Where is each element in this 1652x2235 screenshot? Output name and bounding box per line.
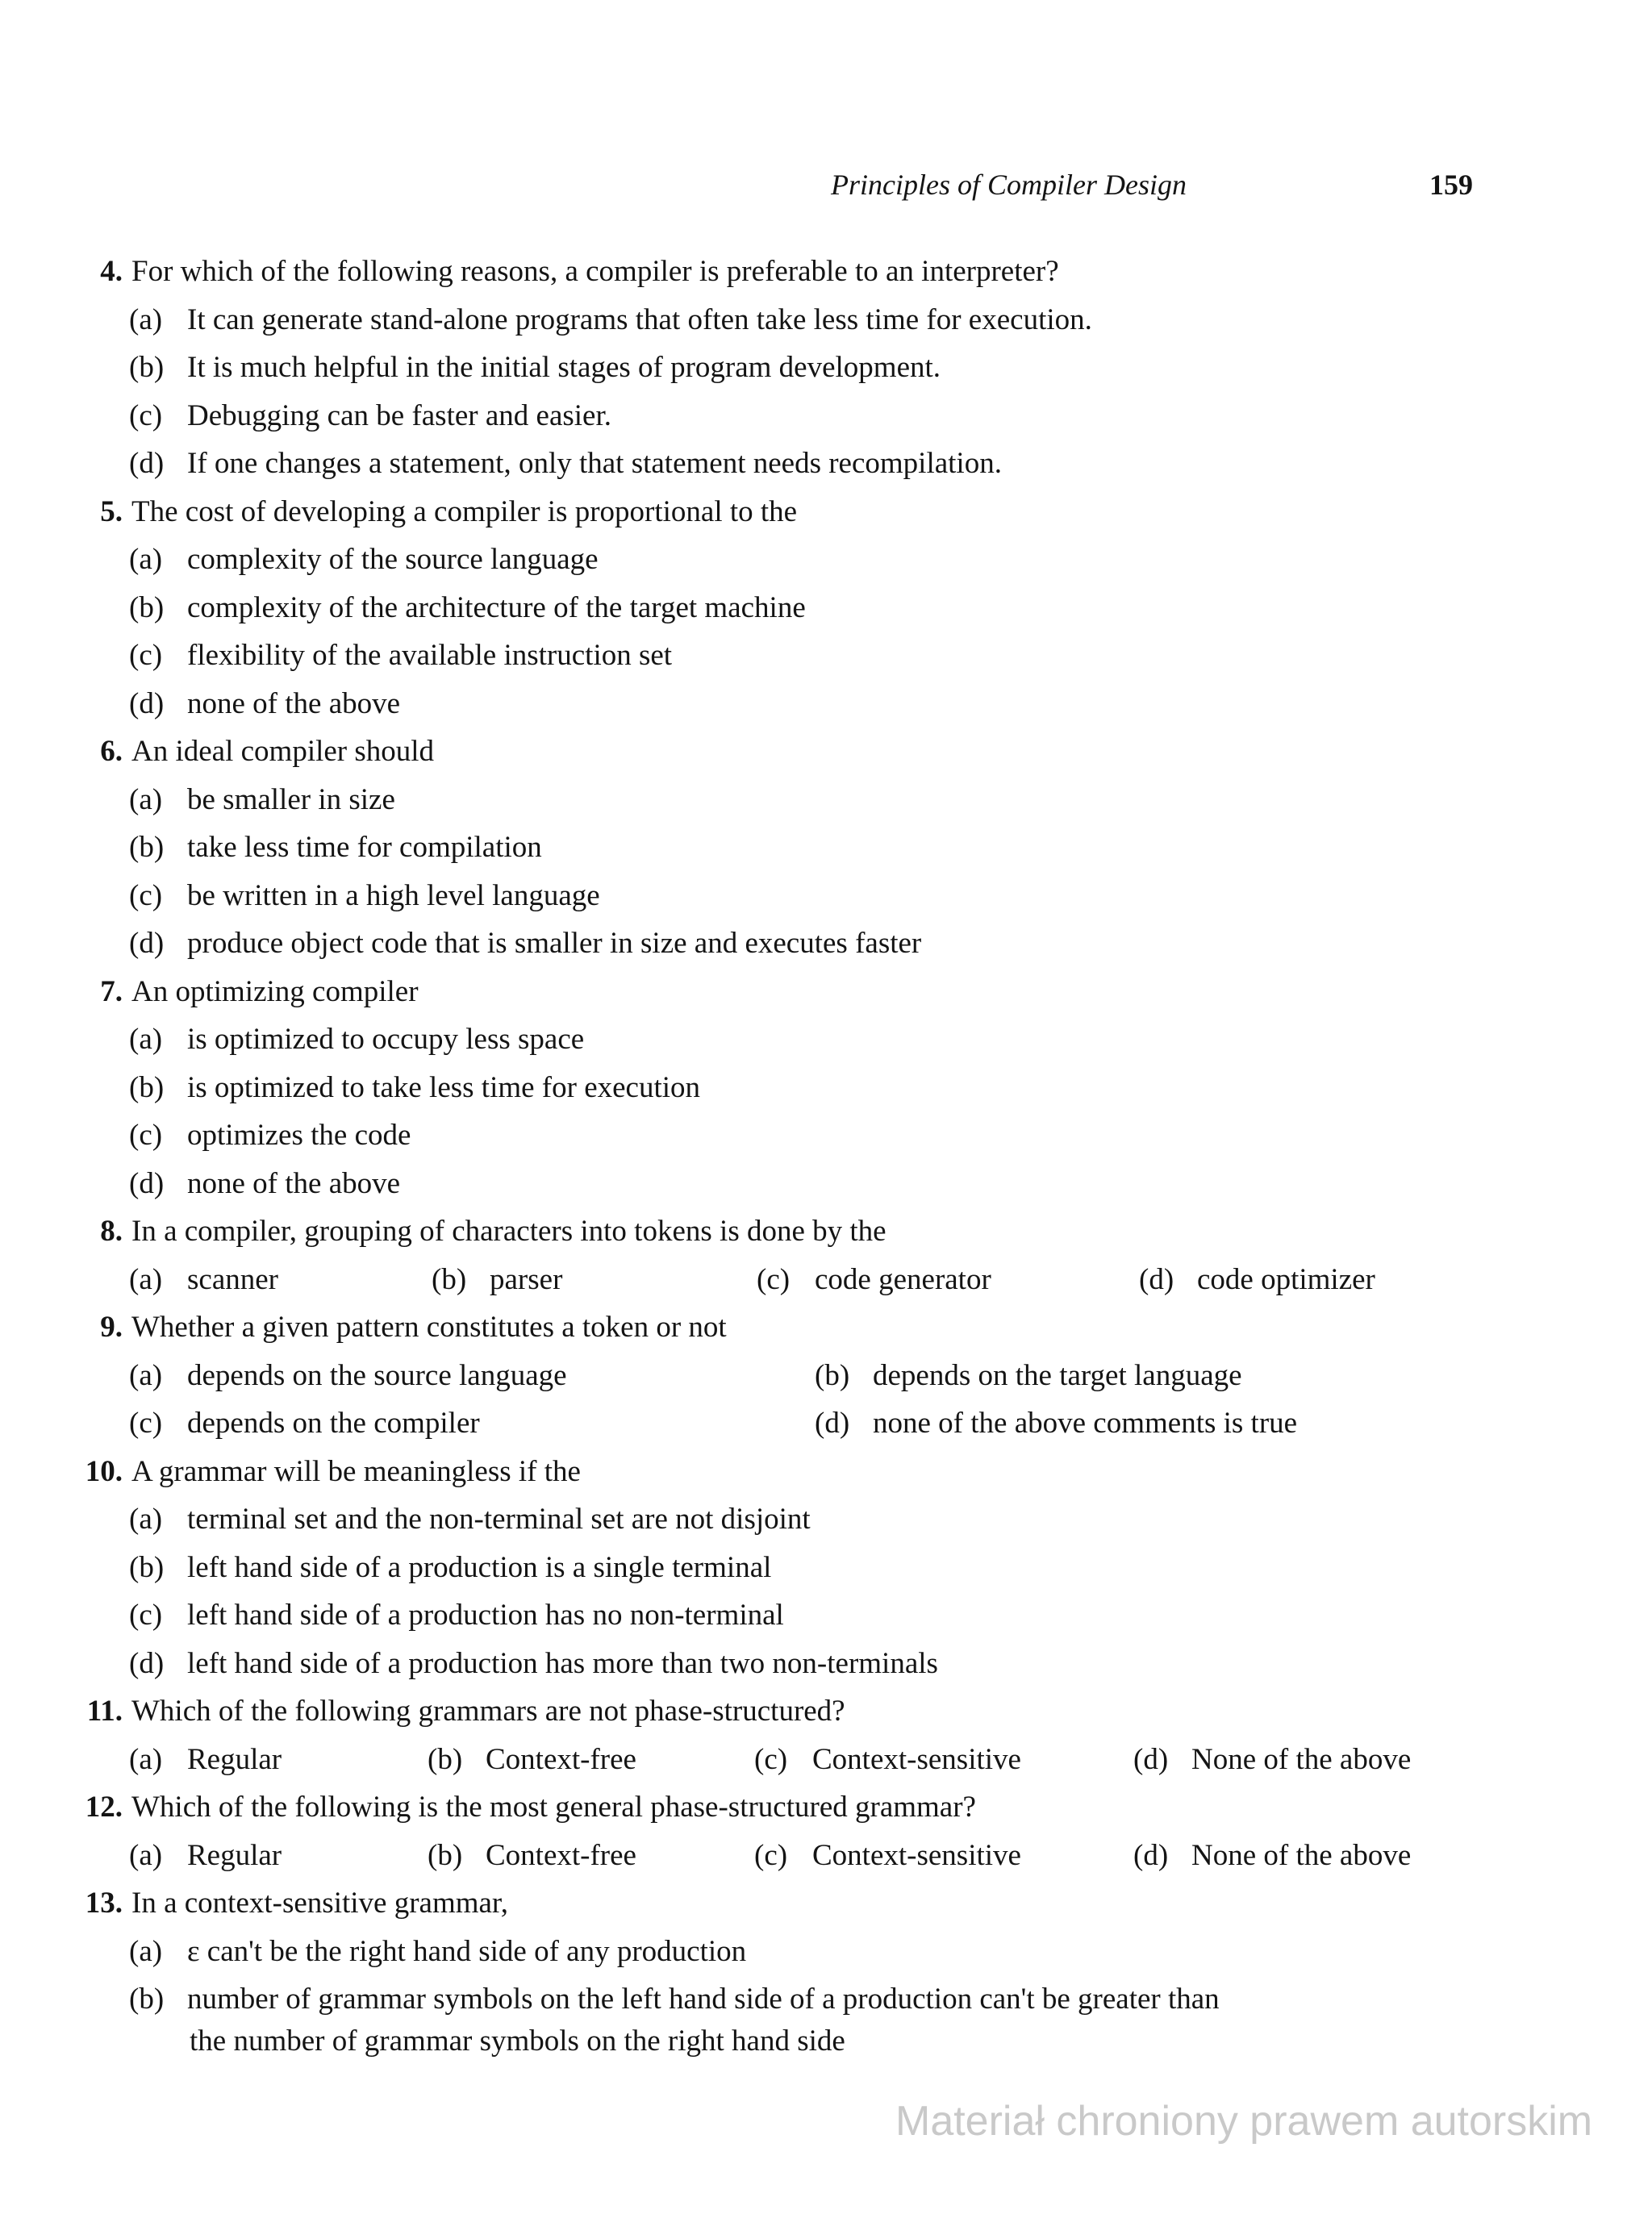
question-4: [0, 248, 1652, 488]
option-d: (d) none of the above: [129, 686, 401, 720]
option-d: (d) produce object code that is smaller in size and executes faster: [129, 927, 922, 960]
question-5: [0, 488, 1652, 728]
question-number: 11.: [86, 1695, 123, 1728]
question-9: [0, 1303, 1652, 1448]
question-stem: The cost of developing a compiler is proportional to the: [131, 494, 798, 528]
question-number: 9.: [100, 1311, 123, 1344]
question-12: [0, 1783, 1652, 1879]
option-a: (a) depends on the source language: [129, 1358, 567, 1392]
option-a: (a) complexity of the source language: [129, 543, 599, 576]
option-d: (d) none of the above comments is true: [815, 1407, 1298, 1440]
book-title: Principles of Compiler Design: [831, 169, 1187, 201]
option-a: (a) be smaller in size: [129, 782, 395, 816]
question-number: 6.: [100, 735, 123, 768]
question-stem: Whether a given pattern constitutes a token or not: [131, 1311, 727, 1344]
option-c: (c) Context-sensitive: [754, 1742, 1021, 1776]
question-7: [0, 968, 1652, 1208]
option-c: (c) optimizes the code: [129, 1119, 411, 1152]
option-a: (a) is optimized to occupy less space: [129, 1023, 585, 1056]
question-13: [0, 1879, 1652, 2064]
option-b: (b) is optimized to take less time for execution: [129, 1070, 701, 1104]
question-11: [0, 1687, 1652, 1783]
option-c: (c) flexibility of the available instruction set: [129, 639, 673, 672]
question-list: [0, 248, 1652, 2064]
option-d: (d) none of the above: [129, 1166, 401, 1200]
question-stem: Which of the following grammars are not phase-structured?: [131, 1695, 845, 1728]
option-b: (b) depends on the target language: [815, 1358, 1242, 1392]
option-b: (b) complexity of the architecture of the target machine: [129, 590, 806, 624]
question-stem: Which of the following is the most general phase-structured grammar?: [131, 1791, 976, 1824]
option-b: (b) It is much helpful in the initial stages of program development.: [129, 351, 941, 384]
option-d: (d) left hand side of a production has more than two non-terminals: [129, 1646, 938, 1680]
question-number: 4.: [100, 255, 123, 288]
option-c: (c) be written in a high level language: [129, 878, 600, 912]
question-number: 13.: [85, 1887, 123, 1920]
option-c: (c) depends on the compiler: [129, 1407, 480, 1440]
question-stem: An ideal compiler should: [131, 735, 435, 768]
option-b: (b) parser: [432, 1262, 563, 1296]
question-number: 5.: [100, 494, 123, 528]
question-number: 8.: [100, 1215, 123, 1248]
question-stem: For which of the following reasons, a compiler is preferable to an interpreter?: [131, 255, 1059, 288]
question-stem: In a context-sensitive grammar,: [131, 1887, 509, 1920]
option-b: (b) take less time for compilation: [129, 831, 542, 864]
option-c: (c) code generator: [757, 1262, 991, 1296]
option-d: (d) code optimizer: [1139, 1262, 1375, 1296]
option-a: (a) Regular: [129, 1838, 282, 1872]
question-number: 7.: [100, 974, 123, 1008]
option-c: (c) Context-sensitive: [754, 1838, 1021, 1872]
option-b: (b) left hand side of a production is a single terminal: [129, 1550, 772, 1584]
option-a: (a) It can generate stand-alone programs that often take less time for execution.: [129, 302, 1092, 336]
running-head: [831, 168, 1473, 208]
option-b: (b) Context-free: [428, 1742, 636, 1776]
question-8: [0, 1207, 1652, 1303]
option-b: (b) number of grammar symbols on the left hand side of a production can't be greater than: [129, 1983, 1220, 2016]
copyright-watermark: Materiał chroniony prawem autorskim: [895, 2098, 1593, 2145]
question-stem: A grammar will be meaningless if the: [131, 1454, 581, 1488]
question-6: [0, 728, 1652, 968]
option-a: (a) Regular: [129, 1742, 282, 1776]
option-c: (c) left hand side of a production has no non-terminal: [129, 1599, 784, 1632]
option-b: (b) Context-free: [428, 1838, 636, 1872]
option-d: (d) None of the above: [1133, 1742, 1412, 1776]
option-d: (d) If one changes a statement, only that statement needs recompilation.: [129, 447, 1002, 480]
question-number: 10.: [85, 1454, 123, 1488]
question-stem: An optimizing compiler: [131, 974, 419, 1008]
question-number: 12.: [85, 1791, 123, 1824]
page-number: 159: [1429, 169, 1473, 201]
option-a: (a) scanner: [129, 1262, 278, 1296]
option-c: (c) Debugging can be faster and easier.: [129, 398, 612, 432]
option-b-continuation: the number of grammar symbols on the right hand side: [190, 2024, 845, 2058]
option-d: (d) None of the above: [1133, 1838, 1412, 1872]
option-a: (a) ε can't be the right hand side of any production: [129, 1934, 747, 1968]
question-stem: In a compiler, grouping of characters into tokens is done by the: [131, 1215, 886, 1248]
option-a: (a) terminal set and the non-terminal set are not disjoint: [129, 1503, 811, 1536]
question-10: [0, 1448, 1652, 1688]
